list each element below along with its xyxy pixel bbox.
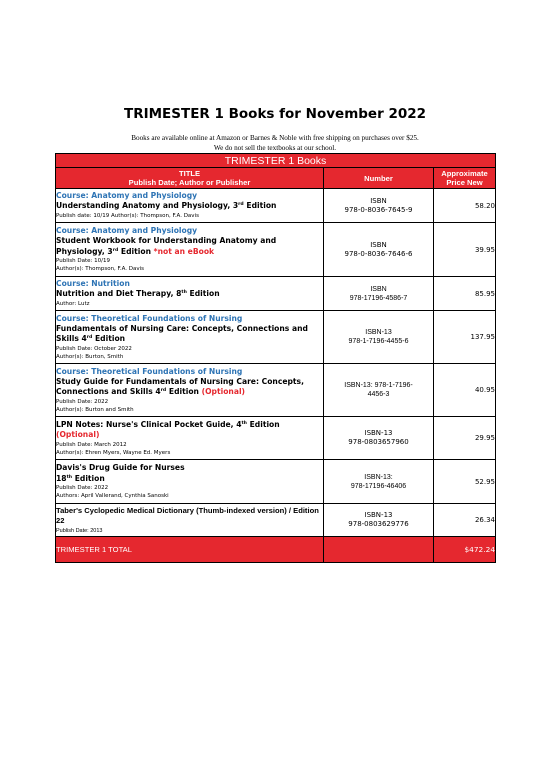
column-header-number: Number [324,168,434,189]
book-title: Student Workbook for Understanding Anatomy and Physiology, 3rd Edition *not an eBook [56,236,277,256]
price-cell: 40.95 [434,364,496,417]
total-row [56,537,496,563]
intro-line-2: We do not sell the textbooks at our school. [213,144,337,152]
book-meta: Author(s): Ehren Myers, Wayne Ed. Myers [56,449,171,456]
course-name: Course: Anatomy and Physiology [56,226,198,235]
book-meta: Author(s): Burton and Smith [56,406,134,413]
book-meta: Authors: April Vallerand, Cynthia Sanoski [56,493,169,499]
book-title: Fundamentals of Nursing Care: Concepts, Connections and Skills 4rd Edition [56,323,308,343]
book-edition: 18th Edition [56,473,105,483]
book-meta: Publish Date: October 2022 [56,345,132,352]
book-cell [56,311,324,364]
total-label: TRIMESTER 1 TOTAL [56,537,324,563]
books-table [55,153,496,563]
book-title: Davis's Drug Guide for Nurses [56,463,185,472]
book-cell [56,223,324,277]
course-name: Course: Theoretical Foundations of Nursing [56,366,243,376]
intro-text [0,133,550,153]
price-cell: 137.95 [434,311,496,364]
column-header-title: TITLE Publish Date; Author or Publisher [56,168,324,189]
table-row [56,223,496,277]
book-title: Understanding Anatomy and Physiology, 3rd Edition [56,201,277,211]
column-header-price: Approximate Price New [434,168,496,189]
isbn-cell: ISBN 978-0-8036-7645-9 [324,189,434,223]
price-cell: 26.34 [434,504,496,537]
price-cell: 85.95 [434,277,496,311]
table-row [56,504,496,537]
book-meta: Author: Lutz [56,300,90,307]
isbn-cell: ISBN-13 978-0803657960 [324,417,434,460]
course-name: Course: Nutrition [56,279,130,289]
course-name: Course: Theoretical Foundations of Nursing [56,313,243,323]
book-meta: Publish Date: 2022 [56,485,109,491]
book-title: Nutrition and Diet Therapy, 8th Edition [56,289,220,299]
intro-line-1: Books are available online at Amazon or Barnes & Noble with free shipping on purchases over $25. [131,134,419,142]
isbn-cell: ISBN-13 978-1-7196-4455-6 [324,311,434,364]
book-meta: Publish Date: 2022 [56,398,109,405]
isbn-cell: ISBN 978-17196-4586-7 [324,277,434,311]
isbn-cell: ISBN-13: 978-17196-46406 [324,460,434,504]
book-meta: Author(s): Burton, Smith [56,353,124,360]
table-row [56,364,496,417]
price-cell: 58.20 [434,189,496,223]
isbn-cell: ISBN 978-0-8036-7646-6 [324,223,434,277]
book-title: Taber's Cyclopedic Medical Dictionary (Thumb-indexed version) / Edition 22 [56,505,319,525]
price-cell: 52.95 [434,460,496,504]
book-cell [56,189,324,223]
price-cell: 39.95 [434,223,496,277]
book-meta: Author(s): Thompson, F.A. Davis [56,266,144,272]
book-meta: Publish Date: March 2012 [56,441,127,448]
book-title: LPN Notes: Nurse's Clinical Pocket Guide, 4th Edition [56,419,280,429]
book-title: Study Guide for Fundamentals of Nursing Care: Concepts, Connections and Skills 4rd Edition (Optional) [56,376,304,396]
optional-note: (Optional) [201,387,246,396]
table-row [56,189,496,223]
optional-note: (Optional) [56,430,100,439]
price-cell: 29.95 [434,417,496,460]
book-meta: Publish date: 10/19 Author(s): Thompson, F.A. Davis [56,212,199,219]
book-cell [56,417,324,460]
ebook-note: *not an eBook [153,246,215,256]
course-name: Course: Anatomy and Physiology [56,191,198,201]
total-number-cell [324,537,434,563]
table-row [56,417,496,460]
isbn-cell: ISBN-13: 978-1-7196- 4456-3 [324,364,434,417]
book-cell [56,364,324,417]
book-cell [56,504,324,537]
table-row [56,277,496,311]
table-banner: TRIMESTER 1 Books [56,154,496,168]
book-meta: Publish Date: 2013 [56,527,103,534]
book-meta: Publish Date: 10/19 [56,258,110,264]
isbn-cell: ISBN-13 978-0803629776 [324,504,434,537]
page-title: TRIMESTER 1 Books for November 2022 [123,106,427,122]
total-price: $472.24 [434,537,496,563]
table-row [56,311,496,364]
table-row [56,460,496,504]
book-cell [56,277,324,311]
book-cell [56,460,324,504]
